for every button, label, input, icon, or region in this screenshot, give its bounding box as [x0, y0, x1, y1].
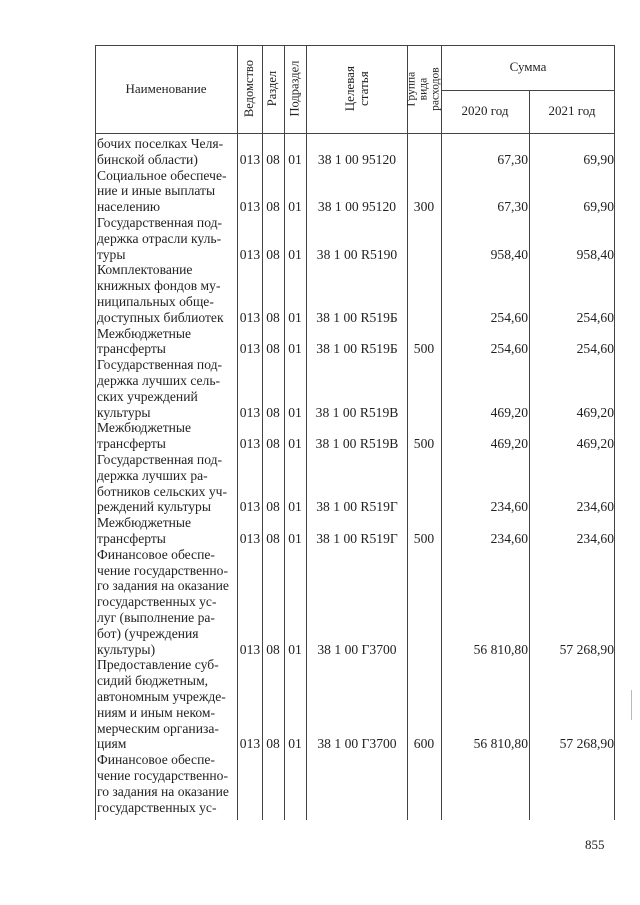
row-sum-2020: 254,60 [490, 341, 528, 357]
row-podrazdel: 01 [288, 436, 302, 452]
row-podrazdel: 01 [288, 641, 302, 657]
row-podrazdel: 01 [288, 341, 302, 357]
row-gruppa: 500 [413, 341, 435, 357]
row-sum-2020: 56 810,80 [473, 736, 528, 752]
row-sum-2021: 254,60 [576, 341, 614, 357]
row-sum-2021: 254,60 [576, 309, 614, 325]
row-razdel: 08 [266, 246, 280, 262]
row-vedomstvo: 013 [239, 341, 261, 357]
row-podrazdel: 01 [288, 530, 302, 546]
row-celevaya-statya: 38 1 00 R519В [315, 436, 399, 452]
header-year-2021: 2021 год [548, 103, 596, 119]
row-vedomstvo: 013 [239, 499, 261, 515]
row-sum-2021: 234,60 [576, 530, 614, 546]
row-razdel: 08 [266, 199, 280, 215]
row-razdel: 08 [266, 151, 280, 167]
row-sum-2021: 57 268,90 [559, 641, 614, 657]
row-sum-2021: 69,90 [583, 199, 614, 215]
row-celevaya-statya: 38 1 00 R519Б [316, 341, 398, 357]
row-sum-2021: 469,20 [576, 404, 614, 420]
row-gruppa: 600 [413, 736, 435, 752]
row-vedomstvo: 013 [239, 199, 261, 215]
row-razdel: 08 [266, 530, 280, 546]
header-summa: Сумма [509, 59, 547, 75]
header-celevaya-statya: Целевая статья [341, 66, 371, 112]
row-name: Финансовое обеспе- чение государственно- го задания на оказание государственных ус- луг (выполнение ра- бот) (учреждения культуры) [97, 546, 229, 657]
table-row [95, 136, 615, 168]
row-celevaya-statya: 38 1 00 95120 [317, 199, 397, 215]
row-podrazdel: 01 [288, 199, 302, 215]
row-vedomstvo: 013 [239, 530, 261, 546]
row-name: Государственная под- держка лучших сель- ских учреждений культуры [97, 357, 223, 420]
row-podrazdel: 01 [288, 151, 302, 167]
row-sum-2020: 67,30 [497, 151, 528, 167]
row-sum-2021: 69,90 [583, 151, 614, 167]
row-sum-2020: 254,60 [490, 309, 528, 325]
row-celevaya-statya: 38 1 00 95120 [317, 151, 397, 167]
row-razdel: 08 [266, 341, 280, 357]
row-vedomstvo: 013 [239, 436, 261, 452]
row-name: Государственная под- держка отрасли куль- туры [97, 215, 223, 262]
table-row [95, 452, 615, 515]
header-bottom-border [95, 133, 615, 134]
row-vedomstvo: 013 [239, 246, 261, 262]
row-name: Межбюджетные трансферты [97, 420, 192, 452]
header-vedomstvo: Ведомство [241, 60, 256, 118]
table-row [95, 215, 615, 262]
row-sum-2021: 958,40 [576, 246, 614, 262]
row-sum-2020: 234,60 [490, 499, 528, 515]
table-row [95, 752, 615, 815]
table-row [95, 357, 615, 420]
row-celevaya-statya: 38 1 00 R519Г [316, 499, 398, 515]
table-row [95, 515, 615, 547]
row-name: Комплектование книжных фондов му- ниципальных обще- доступных библиотек [97, 262, 224, 325]
row-celevaya-statya: 38 1 00 R5190 [316, 246, 398, 262]
row-vedomstvo: 013 [239, 736, 261, 752]
row-gruppa: 500 [413, 436, 435, 452]
page-number: 855 [585, 837, 605, 852]
row-name: Межбюджетные трансферты [97, 325, 192, 357]
row-podrazdel: 01 [288, 309, 302, 325]
row-sum-2020: 469,20 [490, 404, 528, 420]
header-year-2020: 2020 год [461, 103, 509, 119]
row-celevaya-statya: 38 1 00 R519Б [316, 309, 398, 325]
row-name: Предоставление суб- сидий бюджетным, автономным учрежде- ниям и иным неком- мерческим организа- циям [97, 657, 226, 752]
scan-margin-mark [631, 690, 632, 720]
row-sum-2020: 67,30 [497, 199, 528, 215]
row-sum-2021: 234,60 [576, 499, 614, 515]
row-celevaya-statya: 38 1 00 R519Г [316, 530, 398, 546]
budget-table [95, 45, 615, 820]
row-sum-2020: 56 810,80 [473, 641, 528, 657]
row-name: Финансовое обеспе- чение государственно- го задания на оказание государственных ус- [97, 752, 229, 815]
table-row [95, 657, 615, 752]
row-razdel: 08 [266, 404, 280, 420]
row-name: Социальное обеспече- ние и иные выплаты населению [97, 167, 227, 215]
row-sum-2020: 958,40 [490, 246, 528, 262]
row-razdel: 08 [266, 641, 280, 657]
row-podrazdel: 01 [288, 736, 302, 752]
table-row [95, 168, 615, 215]
header-name: Наименование [125, 80, 207, 96]
row-razdel: 08 [266, 436, 280, 452]
row-gruppa: 500 [413, 530, 435, 546]
table-row [95, 262, 615, 325]
row-razdel: 08 [266, 499, 280, 515]
row-vedomstvo: 013 [239, 404, 261, 420]
row-sum-2020: 469,20 [490, 436, 528, 452]
row-celevaya-statya: 38 1 00 Г3700 [317, 641, 397, 657]
row-razdel: 08 [266, 736, 280, 752]
table-row [95, 420, 615, 452]
row-sum-2021: 57 268,90 [559, 736, 614, 752]
table-row [95, 326, 615, 358]
row-podrazdel: 01 [288, 499, 302, 515]
row-podrazdel: 01 [288, 404, 302, 420]
row-razdel: 08 [266, 309, 280, 325]
header-podrazdel: Подраздел [287, 61, 302, 117]
row-sum-2020: 234,60 [490, 530, 528, 546]
row-name: Межбюджетные трансферты [97, 515, 192, 546]
row-name: Государственная под- держка лучших ра- ботников сельских уч- реждений культуры [97, 452, 228, 515]
row-name: бочих поселках Челя- бинской области) [97, 136, 224, 167]
row-gruppa: 300 [413, 199, 435, 215]
row-vedomstvo: 013 [239, 151, 261, 167]
header-gruppa-vida-rashodov: Группа вида расходов [405, 67, 443, 111]
row-sum-2021: 469,20 [576, 436, 614, 452]
row-vedomstvo: 013 [239, 309, 261, 325]
header-razdel: Раздел [265, 71, 280, 107]
table-row [95, 547, 615, 658]
row-vedomstvo: 013 [239, 641, 261, 657]
row-celevaya-statya: 38 1 00 Г3700 [317, 736, 397, 752]
row-celevaya-statya: 38 1 00 R519В [315, 404, 399, 420]
row-podrazdel: 01 [288, 246, 302, 262]
